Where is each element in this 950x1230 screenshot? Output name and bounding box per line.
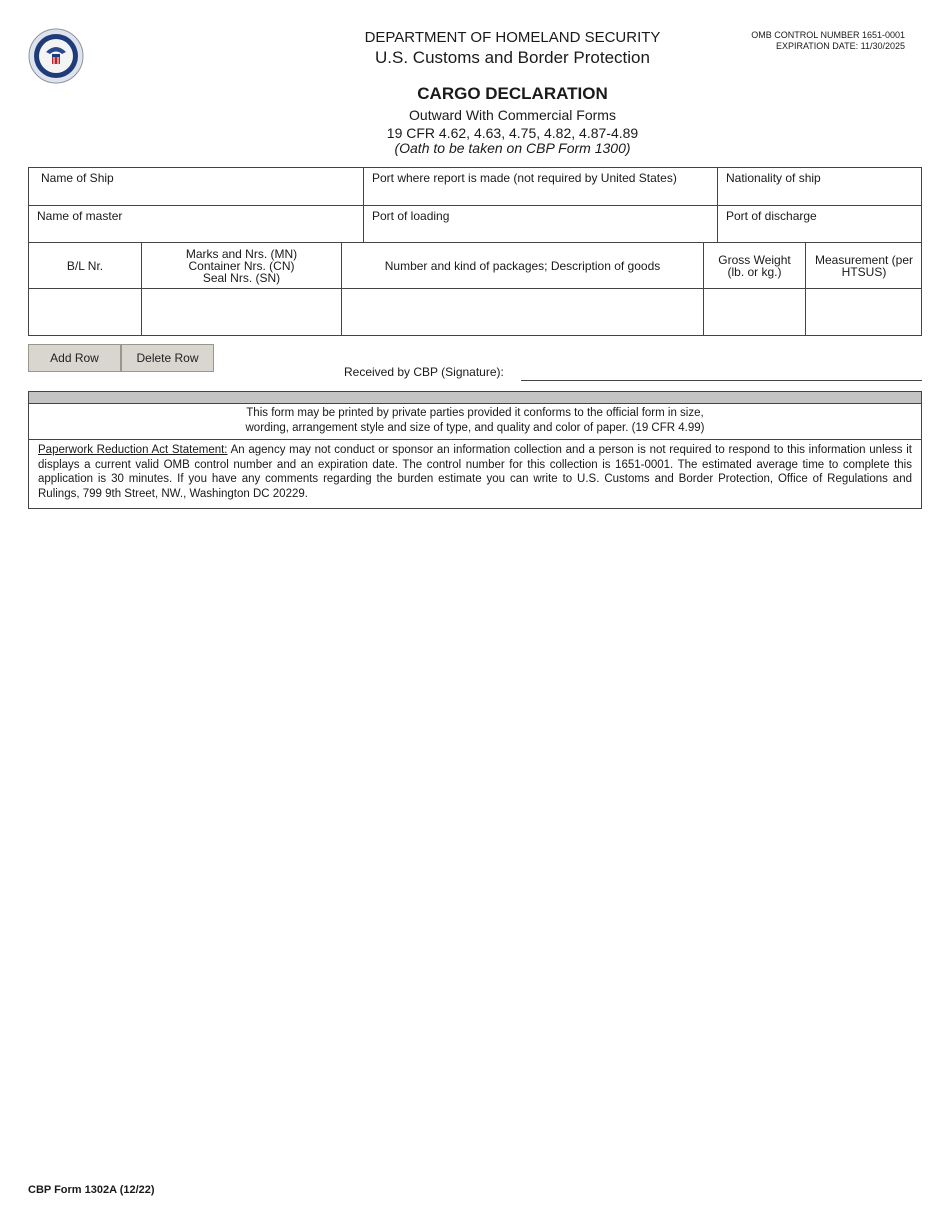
signature-field[interactable]	[521, 380, 922, 381]
printing-notice-line1: This form may be printed by private parties provided it conforms to the official form in size,	[246, 407, 704, 419]
delete-row-button[interactable]: Delete Row	[121, 344, 214, 372]
agency-name: U.S. Customs and Border Protection	[375, 48, 650, 67]
oath-note: (Oath to be taken on CBP Form 1300)	[394, 140, 631, 156]
add-row-button[interactable]: Add Row	[28, 344, 121, 372]
col-header-bl: B/L Nr.	[29, 243, 142, 289]
col-header-description: Number and kind of packages; Description of goods	[342, 243, 704, 289]
signature-label: Received by CBP (Signature):	[344, 365, 504, 379]
department-name: DEPARTMENT OF HOMELAND SECURITY	[364, 29, 661, 46]
printing-notice	[29, 404, 921, 440]
form-id: CBP Form 1302A (12/22)	[28, 1184, 155, 1196]
printing-notice-line2: wording, arrangement style and size of type, and quality and color of paper. (19 CFR 4.99)	[245, 422, 705, 434]
gross-weight-input[interactable]	[704, 289, 806, 335]
description-input[interactable]	[342, 289, 704, 335]
loading-port-label: Port of loading	[372, 209, 450, 223]
form-title: CARGO DECLARATION	[417, 84, 608, 103]
ship-name-label: Name of Ship	[41, 171, 114, 185]
marks-input[interactable]	[142, 289, 342, 335]
pra-text: An agency may not conduct or sponsor an information collection and a person is not required to respond to this information unless it displays a current valid OMB control number and an expiration date. The control number for this collection is 1651-0001. The estimated average time to complete this application is 30 minutes. If you have any comments regarding the burden estimate you can write to U.S. Customs and Border Protection, Office of Regulations and Rulings, 799 9th Street, NW., Washington DC 20229.	[38, 444, 912, 500]
master-name-label: Name of master	[37, 209, 123, 223]
omb-control-number: OMB CONTROL NUMBER 1651-0001	[751, 30, 905, 40]
nationality-label: Nationality of ship	[726, 171, 821, 185]
col-header-marks: Marks and Nrs. (MN) Container Nrs. (CN) Seal Nrs. (SN)	[142, 243, 342, 289]
omb-info	[751, 30, 905, 52]
expiration-date: EXPIRATION DATE: 11/30/2025	[775, 41, 905, 51]
loading-port-field[interactable]	[364, 206, 718, 243]
divider-bar	[29, 392, 921, 404]
pra-title: Paperwork Reduction Act Statement:	[38, 444, 228, 456]
ship-info-block	[28, 167, 922, 243]
measurement-input[interactable]	[806, 289, 922, 335]
discharge-port-field[interactable]	[718, 206, 922, 243]
paperwork-reduction-statement	[29, 440, 921, 504]
report-port-label: Port where report is made (not required by United States)	[372, 171, 677, 185]
cbp-seal-icon	[28, 28, 84, 84]
cfr-reference: 19 CFR 4.62, 4.63, 4.75, 4.82, 4.87-4.89	[386, 125, 639, 141]
report-port-field[interactable]	[364, 168, 718, 206]
goods-table	[28, 242, 922, 336]
ship-name-field[interactable]	[29, 168, 364, 206]
discharge-port-label: Port of discharge	[726, 209, 817, 223]
col-header-measurement: Measurement (per HTSUS)	[806, 243, 922, 289]
form-subtitle: Outward With Commercial Forms	[409, 107, 616, 123]
bl-input[interactable]	[29, 289, 142, 335]
nationality-field[interactable]	[718, 168, 922, 206]
col-header-gross-weight: Gross Weight (lb. or kg.)	[704, 243, 806, 289]
master-name-field[interactable]	[29, 206, 364, 243]
notice-block	[28, 391, 922, 509]
